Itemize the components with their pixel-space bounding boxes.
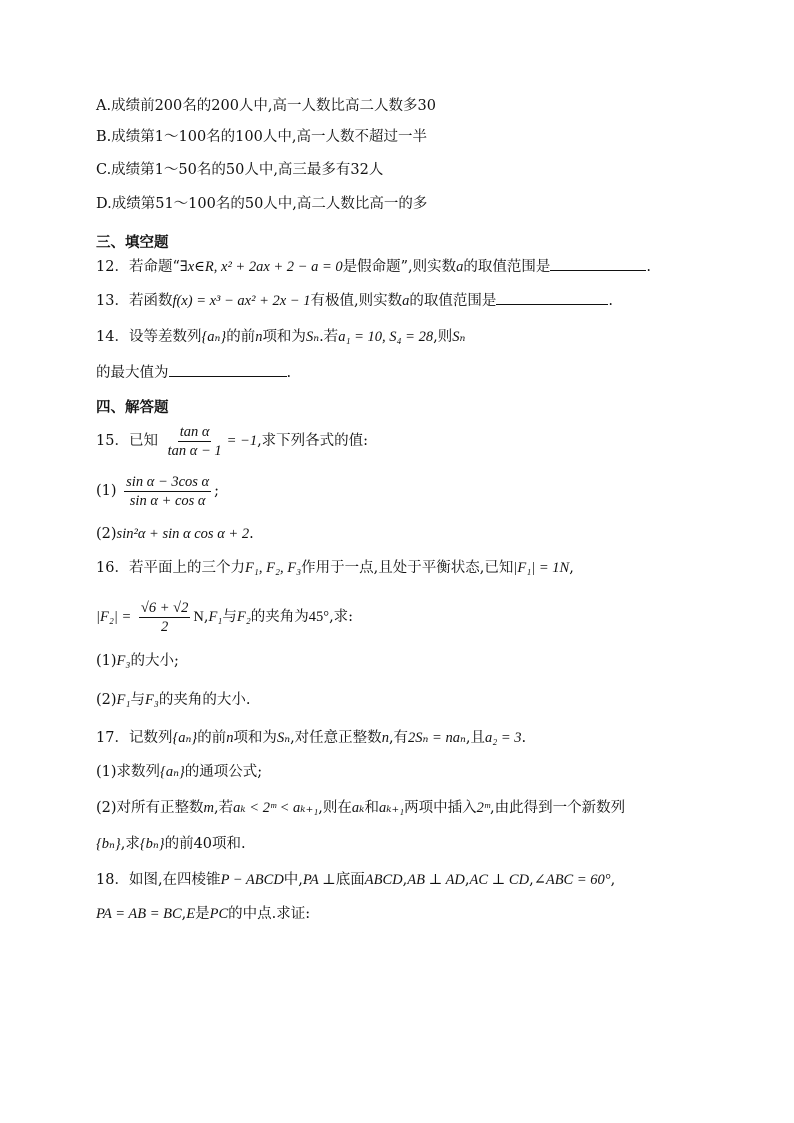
question-number: 16．	[96, 560, 129, 576]
answer-blank	[496, 290, 608, 305]
text: 是	[195, 906, 210, 922]
math-term: aₖ₊₁	[378, 800, 405, 816]
text: ,则在	[318, 800, 352, 816]
math-segment: PC	[209, 906, 229, 922]
variable: n	[381, 730, 389, 746]
punctuation: .	[646, 259, 652, 275]
text: ,则	[433, 329, 453, 345]
question-17-part2-line2	[96, 834, 246, 854]
math-vector: F₁	[208, 609, 223, 625]
variable: E	[186, 906, 196, 922]
text: ,求:	[329, 609, 354, 625]
text: 两项中插入	[404, 800, 477, 816]
math-vector: F₃	[116, 653, 131, 669]
text: ,	[402, 872, 408, 888]
question-16	[96, 558, 574, 578]
math-sequence: {aₙ}	[160, 764, 185, 780]
question-12	[96, 256, 651, 277]
text: 是假命题”,则实数	[342, 259, 457, 275]
math-condition: a₂ = 3	[484, 730, 522, 746]
math-sum: Sₙ	[276, 730, 291, 746]
text: 的最大值为	[96, 365, 169, 381]
text: 如图,在四棱锥	[128, 872, 221, 888]
math-inequality: aₖ < 2ᵐ < aₖ₊₁	[233, 800, 319, 816]
part-label: (1)	[96, 483, 117, 499]
fraction	[139, 599, 190, 636]
text: ,有	[388, 730, 409, 746]
text: 若函数	[128, 293, 173, 309]
question-17-part1	[96, 762, 262, 782]
question-15-part1	[96, 472, 219, 510]
text: ,	[610, 872, 616, 888]
text: 中,	[283, 872, 303, 888]
text: 的前	[226, 329, 256, 345]
math-condition: 2Sₙ = naₙ	[408, 730, 466, 746]
text: 的大小;	[130, 653, 179, 669]
math-vectors: F₁, F₂, F₃	[244, 560, 302, 576]
math-expression: f(x) = x³ − ax² + 2x − 1	[172, 293, 311, 309]
answer-blank	[169, 362, 287, 377]
variable: n	[226, 730, 234, 746]
question-18	[96, 870, 615, 890]
math-term: 2ᵐ	[476, 800, 490, 816]
math-vector: F₁	[116, 692, 131, 708]
math-sequence: {bₙ}	[96, 836, 121, 852]
math-sequence: {aₙ}	[172, 730, 198, 746]
math-plane: ABCD	[364, 872, 403, 888]
text: ,由此得到一个新数列	[489, 800, 626, 816]
text: 的取值范围是	[463, 259, 551, 275]
math-sequence: {bₙ}	[139, 836, 165, 852]
text: 的夹角的大小.	[158, 692, 251, 708]
text: 与	[222, 609, 237, 625]
question-16-part1	[96, 651, 179, 671]
text: ,	[529, 872, 534, 888]
math-expression: sin²α + sin α cos α + 2	[116, 526, 250, 542]
math-vector: F₃	[144, 692, 159, 708]
punctuation: .	[286, 365, 292, 381]
math-magnitude: |F₁| = 1N	[513, 560, 570, 576]
math-condition: PA ⊥	[302, 872, 336, 888]
question-15-part2	[96, 524, 254, 544]
option-b: B.成绩第1～100名的100人中,高一人数不超过一半	[96, 129, 427, 145]
math-condition: PA = AB = BC	[96, 906, 182, 922]
part-label: (1)求数列	[96, 764, 161, 780]
text: 的中点.求证:	[228, 906, 311, 922]
math-pyramid: P − ABCD	[220, 872, 284, 888]
text: 的取值范围是	[409, 293, 497, 309]
fraction-numerator: √6 + √2	[140, 599, 189, 616]
text: ,若	[214, 800, 234, 816]
text: 的前	[197, 730, 227, 746]
math-condition: a₁ = 10, S₄ = 28	[338, 329, 434, 345]
fraction-denominator: tan α − 1	[167, 442, 222, 459]
fraction	[166, 423, 224, 460]
text: ,且	[465, 730, 485, 746]
text: 若平面上的三个力	[128, 560, 245, 576]
fraction-denominator: sin α + cos α	[129, 492, 206, 509]
text: ,	[464, 872, 470, 888]
text: 有极值,则实数	[310, 293, 403, 309]
question-18-line2	[96, 904, 310, 924]
fraction-denominator: 2	[160, 618, 169, 635]
section-heading-fill-blank: 三、填空题	[96, 234, 169, 251]
math-angle: 45°	[308, 609, 330, 625]
question-14	[96, 327, 465, 347]
math-condition: AC ⊥ CD	[469, 872, 530, 888]
variable: n	[255, 329, 263, 345]
text: 若命题“	[128, 259, 180, 275]
text: .若	[319, 329, 339, 345]
question-number: 15．	[96, 433, 129, 449]
text: ,	[181, 906, 187, 922]
question-15	[96, 422, 368, 460]
text: 作用于一点,且处于平衡状态,已知	[301, 560, 514, 576]
part-label: (2)	[96, 692, 117, 708]
section-heading-answer: 四、解答题	[96, 399, 169, 416]
option-a: A.成绩前200名的200人中,高一人数比高二人数多30	[96, 98, 436, 114]
math-expression: ∃x∈R, x² + 2ax + 2 − a = 0	[179, 259, 343, 275]
part-label: (2)	[96, 526, 117, 542]
math-sum: Sₙ	[452, 329, 466, 345]
fraction-numerator: tan α	[179, 423, 210, 440]
fraction-numerator: sin α − 3cos α	[126, 473, 210, 490]
text: 的前40项和.	[164, 836, 246, 852]
text: 底面	[335, 872, 365, 888]
question-number: 17．	[96, 730, 129, 746]
text: 记数列	[128, 730, 173, 746]
question-14-line2	[96, 362, 291, 383]
question-number: 13．	[96, 293, 129, 309]
text: ,	[203, 609, 209, 625]
math-sum: Sₙ	[305, 329, 320, 345]
text: 项和为	[233, 730, 277, 746]
math-condition: ∠ABC = 60°	[533, 872, 611, 888]
text: 与	[130, 692, 145, 708]
math-equation: = −1	[226, 433, 258, 449]
question-13	[96, 290, 613, 311]
question-number: 18．	[96, 872, 129, 888]
punctuation: ;	[214, 483, 220, 499]
variable: a	[402, 293, 410, 309]
question-17	[96, 728, 526, 748]
math-magnitude: |F₂| =	[96, 609, 132, 625]
variable: m	[203, 800, 215, 816]
math-term: aₖ	[351, 800, 365, 816]
text: 和	[364, 800, 379, 816]
text: 的夹角为	[250, 609, 309, 625]
question-number: 12．	[96, 259, 129, 275]
question-16-part2	[96, 690, 250, 710]
text: 项和为	[262, 329, 306, 345]
text: ,求	[120, 836, 140, 852]
question-number: 14．	[96, 329, 129, 345]
part-label: (1)	[96, 653, 117, 669]
option-d: D.成绩第51～100名的50人中,高二人数比高一的多	[96, 196, 428, 212]
math-vector: F₂	[236, 609, 251, 625]
answer-blank	[550, 256, 646, 271]
unit: N	[193, 609, 204, 625]
punctuation: .	[521, 730, 527, 746]
math-condition: AB ⊥ AD	[407, 872, 465, 888]
text: 的通项公式;	[184, 764, 263, 780]
text: ,对任意正整数	[290, 730, 382, 746]
fraction	[124, 473, 211, 510]
option-c: C.成绩第1～50名的50人中,高三最多有32人	[96, 162, 384, 178]
variable: a	[456, 259, 464, 275]
text: 已知	[128, 433, 158, 449]
question-17-part2	[96, 798, 625, 818]
math-sequence: {aₙ}	[201, 329, 227, 345]
text: 设等差数列	[128, 329, 202, 345]
punctuation: .	[249, 526, 254, 542]
question-16-line2	[96, 598, 353, 636]
part-label: (2)对所有正整数	[96, 800, 204, 816]
text: ,	[569, 560, 574, 576]
punctuation: .	[608, 293, 613, 309]
text: ,求下列各式的值:	[257, 433, 369, 449]
